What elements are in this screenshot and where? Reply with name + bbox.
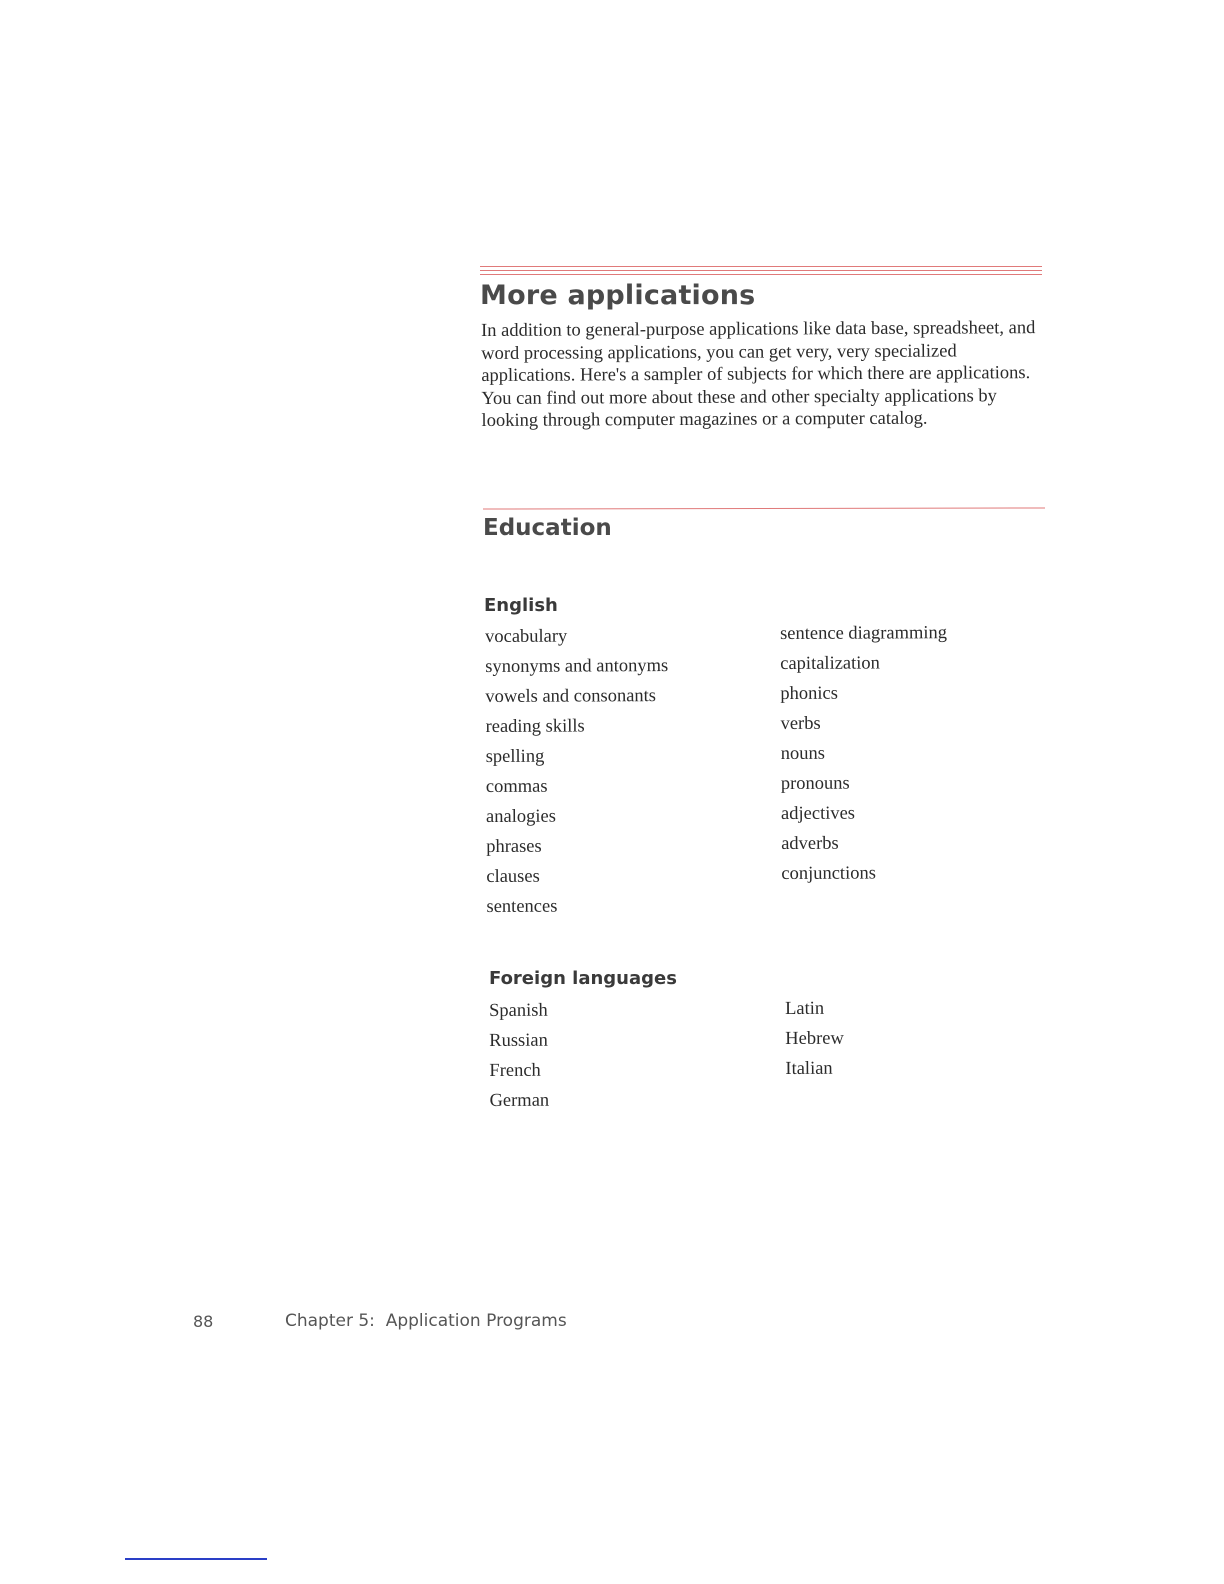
list-item: synonyms and antonyms [485, 656, 669, 677]
list-item: analogies [485, 806, 556, 827]
list-item: nouns [780, 743, 825, 764]
section-title: More applications [480, 280, 756, 311]
page-number: 88 [193, 1312, 214, 1331]
intro-paragraph: In addition to general-purpose applications like data base, spreadsheet, and word processing applications, you can get very, very specialized applications. Here's a sampler of subjects for which there are applications. You can find out more about these and other specialty applications by looking through computer magazines or a computer catalog. [481, 318, 1036, 432]
list-item: vocabulary [485, 626, 568, 647]
list-item: phonics [780, 683, 839, 704]
list-item: Hebrew [785, 1028, 844, 1049]
foreign-list-right [785, 994, 844, 1084]
header-triple-rule [480, 264, 1042, 276]
list-item: German [489, 1090, 550, 1111]
foreign-languages-title: Foreign languages [489, 968, 677, 989]
list-item: phrases [486, 836, 542, 857]
bottom-divider [125, 1558, 267, 1560]
list-item: spelling [485, 746, 545, 767]
chapter-footer: Chapter 5: Application Programs [285, 1311, 567, 1331]
english-title: English [484, 595, 558, 616]
list-item: clauses [486, 866, 540, 887]
list-item: capitalization [780, 653, 880, 674]
list-item: Russian [489, 1030, 548, 1051]
english-list-right [780, 618, 948, 889]
list-item: adjectives [780, 803, 856, 824]
education-title: Education [483, 515, 612, 541]
list-item: pronouns [780, 773, 850, 794]
list-item: commas [485, 776, 548, 797]
list-item: reading skills [485, 716, 585, 737]
education-rule [483, 508, 1045, 510]
list-item: Italian [785, 1058, 833, 1079]
list-item: conjunctions [781, 863, 876, 884]
list-item: sentence diagramming [780, 623, 948, 644]
list-item: verbs [780, 713, 821, 734]
list-item: French [489, 1060, 541, 1081]
foreign-list-left [489, 996, 549, 1116]
list-item: sentences [486, 896, 558, 917]
list-item: vowels and consonants [485, 686, 657, 707]
list-item: Latin [785, 998, 825, 1019]
list-item: adverbs [781, 833, 839, 854]
list-item: Spanish [489, 1000, 548, 1021]
english-list-left [485, 621, 670, 922]
